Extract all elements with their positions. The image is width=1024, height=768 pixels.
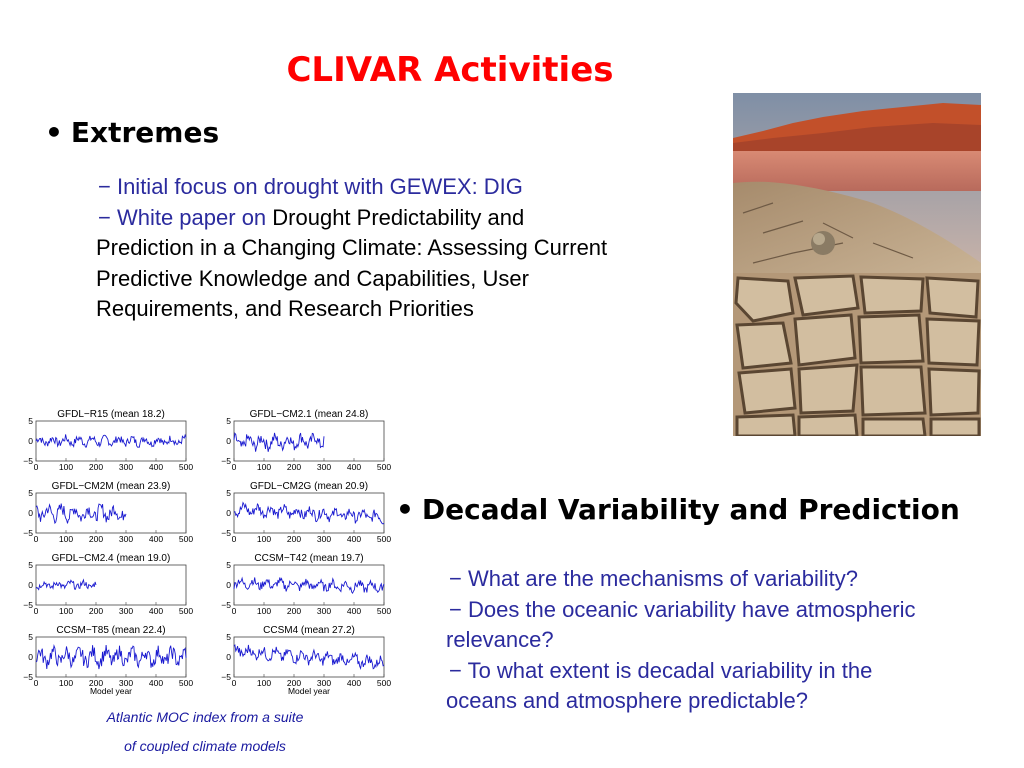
y-tick-label: 0 xyxy=(28,580,33,590)
y-tick-label: 0 xyxy=(226,436,231,446)
y-tick-label: −5 xyxy=(23,528,33,538)
x-tick-label: 0 xyxy=(33,606,39,616)
panel-title: GFDL−R15 (mean 18.2) xyxy=(57,409,165,420)
series-line xyxy=(36,504,126,524)
extremes-heading-text: Extremes xyxy=(70,116,220,149)
x-tick-label: 200 xyxy=(286,462,302,472)
x-tick-label: 100 xyxy=(58,678,74,688)
x-tick-label: 100 xyxy=(58,534,74,544)
x-tick-label: 100 xyxy=(58,462,74,472)
x-tick-label: 100 xyxy=(256,678,272,688)
x-tick-label: 200 xyxy=(88,678,104,688)
y-tick-label: 5 xyxy=(226,488,231,498)
y-tick-label: 5 xyxy=(28,632,33,642)
panel-title: GFDL−CM2M (mean 23.9) xyxy=(51,481,171,492)
extremes-line-5: Requirements, and Research Priorities xyxy=(96,296,474,321)
y-tick-label: −5 xyxy=(23,600,33,610)
y-tick-label: −5 xyxy=(221,456,231,466)
x-tick-label: 0 xyxy=(231,678,237,688)
x-tick-label: 300 xyxy=(118,678,134,688)
x-tick-label: 0 xyxy=(231,462,237,472)
slide-title: CLIVAR Activities xyxy=(286,50,614,90)
y-tick-label: 5 xyxy=(28,416,33,426)
x-tick-label: 0 xyxy=(231,606,237,616)
cracked-earth-photo xyxy=(733,273,981,436)
panel-title: CCSM−T85 (mean 22.4) xyxy=(56,625,166,636)
y-tick-label: 0 xyxy=(226,580,231,590)
series-line xyxy=(234,503,384,524)
x-tick-label: 0 xyxy=(33,534,39,544)
extremes-heading xyxy=(45,116,219,149)
y-tick-label: 5 xyxy=(226,560,231,570)
y-tick-label: 5 xyxy=(226,416,231,426)
decadal-line-4: − To what extent is decadal variability in the xyxy=(449,657,873,683)
decadal-line-5: oceans and atmosphere predictable? xyxy=(446,688,809,713)
x-tick-label: 400 xyxy=(346,534,362,544)
panel-title: GFDL−CM2.4 (mean 19.0) xyxy=(51,553,171,564)
panel-title: GFDL−CM2G (mean 20.9) xyxy=(249,481,369,492)
bullet-glyph: • xyxy=(45,116,63,149)
decadal-line-3: relevance? xyxy=(446,627,554,652)
decadal-subtext xyxy=(446,564,1016,717)
bullet-glyph: • xyxy=(396,493,414,526)
extremes-subtext xyxy=(96,172,716,325)
decadal-heading xyxy=(396,493,960,526)
panel-title: GFDL−CM2.1 (mean 24.8) xyxy=(249,409,369,420)
y-tick-label: −5 xyxy=(23,456,33,466)
decadal-heading-text: Decadal Variability and Prediction xyxy=(421,493,960,526)
x-tick-label: 400 xyxy=(346,606,362,616)
x-axis-label: Model year xyxy=(89,686,133,696)
panel-title: CCSM4 (mean 27.2) xyxy=(263,625,355,636)
y-tick-label: 5 xyxy=(226,632,231,642)
y-tick-label: −5 xyxy=(221,600,231,610)
extremes-line-2 xyxy=(96,203,716,234)
extremes-line-2-title: Drought Predictability and xyxy=(272,204,525,230)
series-line xyxy=(36,580,96,590)
moc-index-chart xyxy=(22,403,394,703)
x-tick-label: 200 xyxy=(88,462,104,472)
x-tick-label: 300 xyxy=(316,534,332,544)
x-tick-label: 200 xyxy=(286,534,302,544)
extremes-line-1: − Initial focus on drought with GEWEX: DIG xyxy=(98,174,523,199)
x-tick-label: 200 xyxy=(286,678,302,688)
x-axis-label: Model year xyxy=(287,686,331,696)
y-tick-label: 0 xyxy=(28,508,33,518)
x-tick-label: 200 xyxy=(88,606,104,616)
chart-caption-line-2: of coupled climate models xyxy=(124,738,286,754)
y-tick-label: 0 xyxy=(226,508,231,518)
panel-frame xyxy=(36,421,186,461)
panel-frame xyxy=(234,637,384,677)
x-tick-label: 500 xyxy=(376,678,392,688)
x-tick-label: 500 xyxy=(376,462,392,472)
x-tick-label: 300 xyxy=(118,534,134,544)
x-tick-label: 500 xyxy=(178,534,194,544)
chart-caption-line-1: Atlantic MOC index from a suite xyxy=(106,709,304,725)
x-tick-label: 100 xyxy=(256,606,272,616)
y-tick-label: 0 xyxy=(226,652,231,662)
x-tick-label: 400 xyxy=(148,678,164,688)
chart-caption xyxy=(60,703,350,761)
y-tick-label: 0 xyxy=(28,652,33,662)
x-tick-label: 500 xyxy=(178,606,194,616)
decadal-line-2: − Does the oceanic variability have atmospheric xyxy=(449,596,916,622)
x-tick-label: 500 xyxy=(376,606,392,616)
x-tick-label: 300 xyxy=(118,462,134,472)
x-tick-label: 0 xyxy=(33,462,39,472)
y-tick-label: 0 xyxy=(28,436,33,446)
canyon-lake-photo xyxy=(733,93,981,273)
x-tick-label: 400 xyxy=(346,462,362,472)
panel-title: CCSM−T42 (mean 19.7) xyxy=(254,553,364,564)
x-tick-label: 300 xyxy=(316,606,332,616)
x-tick-label: 500 xyxy=(376,534,392,544)
y-tick-label: −5 xyxy=(221,528,231,538)
x-tick-label: 400 xyxy=(148,606,164,616)
x-tick-label: 200 xyxy=(88,534,104,544)
series-line xyxy=(36,645,186,669)
x-tick-label: 0 xyxy=(231,534,237,544)
series-line xyxy=(36,434,186,447)
x-tick-label: 400 xyxy=(148,462,164,472)
x-tick-label: 400 xyxy=(346,678,362,688)
y-tick-label: −5 xyxy=(221,672,231,682)
x-tick-label: 100 xyxy=(256,462,272,472)
extremes-line-3: Prediction in a Changing Climate: Assessing Current xyxy=(96,235,608,260)
series-line xyxy=(234,645,384,669)
y-tick-label: 5 xyxy=(28,560,33,570)
x-tick-label: 400 xyxy=(148,534,164,544)
decadal-line-1: − What are the mechanisms of variability? xyxy=(449,566,859,591)
series-line xyxy=(234,433,324,452)
y-tick-label: −5 xyxy=(23,672,33,682)
x-tick-label: 0 xyxy=(33,678,39,688)
x-tick-label: 500 xyxy=(178,678,194,688)
extremes-line-2-prefix: − White paper on xyxy=(98,204,273,230)
x-tick-label: 100 xyxy=(58,606,74,616)
x-tick-label: 500 xyxy=(178,462,194,472)
x-tick-label: 100 xyxy=(256,534,272,544)
y-tick-label: 5 xyxy=(28,488,33,498)
x-tick-label: 300 xyxy=(316,462,332,472)
x-tick-label: 200 xyxy=(286,606,302,616)
x-tick-label: 300 xyxy=(316,678,332,688)
series-line xyxy=(234,578,384,594)
x-tick-label: 300 xyxy=(118,606,134,616)
extremes-line-4: Predictive Knowledge and Capabilities, User xyxy=(96,265,529,291)
